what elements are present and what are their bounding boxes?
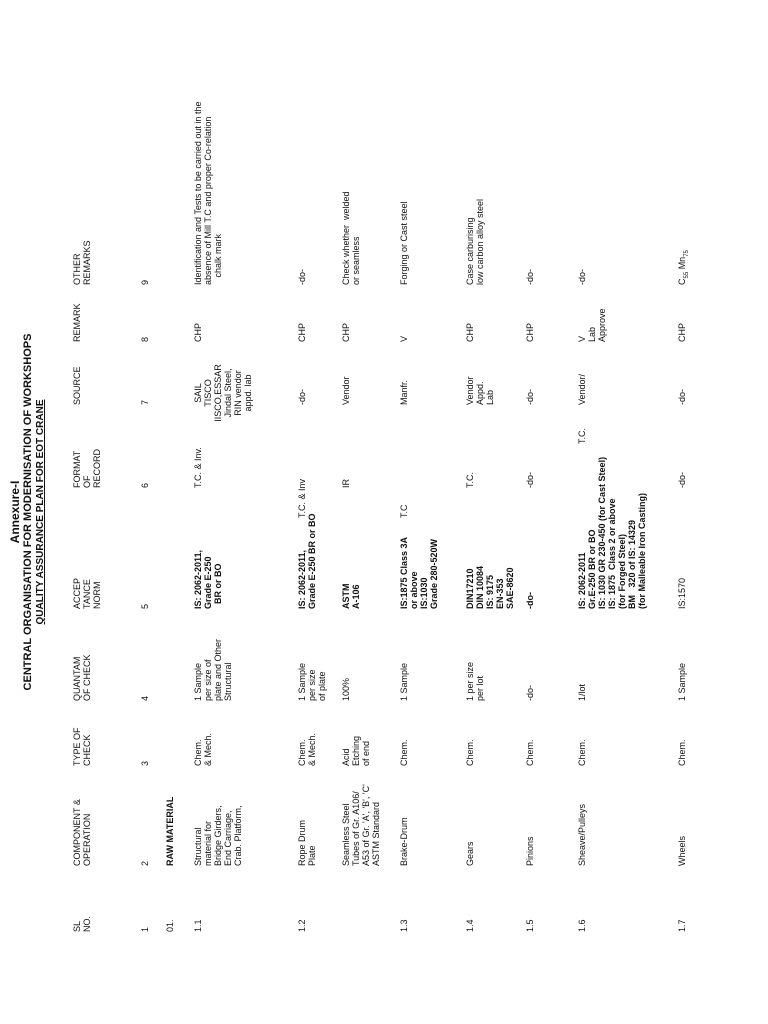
annexure-title: Annexure-I (8, 480, 22, 544)
plan-title: QUALITY ASSURANCE PLAN FOR EOT CRANE (35, 399, 46, 625)
header-source: SOURCE (72, 366, 82, 405)
row-remark: CHP (525, 322, 535, 342)
row-norm: ASTM A-106 (341, 583, 361, 609)
header-component: COMPONENT & OPERATION (72, 799, 92, 866)
header-remark: REMARK (72, 303, 82, 342)
section-sl: 01. (165, 919, 175, 932)
row-source: -do- (297, 388, 307, 405)
row-type: Chem. (465, 739, 475, 766)
row-other-remarks: Identification and Tests to be carried out in the absence of Mill T.C and proper Co-relation chalk mark (193, 101, 223, 285)
header-format: FORMAT OF RECORD (72, 448, 102, 488)
row-quantum: 100% (341, 677, 351, 701)
col-number: 9 (140, 279, 150, 285)
header-type: TYPE OF CHECK (72, 727, 92, 766)
col-number: 3 (140, 760, 150, 766)
row-sl: 1.7 (677, 919, 687, 932)
row-other-remarks: -do- (297, 268, 307, 285)
row-remark: CHP (341, 322, 351, 342)
row-other-remarks: -do- (525, 268, 535, 285)
row-type: Chem. & Mech. (297, 732, 317, 766)
row-other-remarks: Check whether welded or seamless (341, 191, 361, 285)
row-norm: IS: 2062-2011 Gr.E-250 BR or BO IS: 1030 GR 230-450 (for Cast Steel) IS: 1875 Class 2 or above (for Forged Steel) BM 320 of IS: 14329 (for Malleable Iron Casting) (577, 456, 647, 609)
section-label: RAW MATERIAL (165, 796, 175, 866)
row-quantum: 1 Sample (399, 662, 409, 701)
row-format: -do- (525, 471, 535, 488)
row-quantum: 1 Sample per size of plate (297, 662, 327, 701)
row-quantum: -do- (525, 684, 535, 701)
row-sl: 1.2 (297, 919, 307, 932)
row-remark: CHP (297, 322, 307, 342)
row-norm: IS:1570 (677, 577, 687, 609)
row-format: T.C. (465, 471, 475, 488)
row-other-remarks: -do- (577, 268, 587, 285)
col-number: 6 (140, 482, 150, 488)
row-format: T.C. & Inv. (193, 447, 203, 488)
row-source: Vendor (341, 376, 351, 405)
row-source: Vendor Appd. Lab (465, 376, 495, 405)
row-quantum: 1 Sample per size of plate and Other Structural (193, 638, 233, 701)
row-norm: IS: 2062-2011, Grade E-250 BR or BO (297, 513, 317, 609)
row-format: T.C. (577, 427, 587, 444)
row-type: Chem. (677, 739, 687, 766)
row-component: Seamless Steel Tubes of Gr. A106/ A53 of Gr. 'A', 'B', 'C' ASTM Standard (341, 784, 381, 866)
row-type: Chem. & Mech. (193, 732, 213, 766)
row-remark: V Lab Approve (577, 308, 607, 342)
header-sl: SL NO. (72, 915, 92, 932)
row-component: Brake-Drum (399, 817, 409, 866)
row-component: Gears (465, 841, 475, 866)
row-remark: CHP (193, 322, 203, 342)
col-number: 5 (140, 603, 150, 609)
row-source: -do- (525, 388, 535, 405)
row-type: Chem. (399, 739, 409, 766)
row-sl: 1.3 (399, 919, 409, 932)
col-number: 8 (140, 336, 150, 342)
row-sl: 1.1 (193, 919, 203, 932)
row-source: Vendor/ (577, 373, 587, 405)
carbon-symbol: C (677, 278, 687, 285)
row-format: T.C (399, 504, 409, 518)
col-number: 7 (140, 399, 150, 405)
row-source: Manfr. (399, 379, 409, 405)
row-format: -do- (677, 471, 687, 488)
row-sl: 1.4 (465, 919, 475, 932)
row-component: Sheave/Pulleys (577, 803, 587, 866)
row-quantum: 1 per size per lot (465, 661, 485, 701)
row-type: Chem. (577, 739, 587, 766)
carbon-subscript: 55 (683, 271, 690, 279)
row-component: Structural material for Bridge Girders, End Carriage, Crab. Platform, (193, 805, 243, 866)
row-other-remarks: Case carburising low carbon alloy steel (465, 198, 485, 285)
row-component: Wheels (677, 835, 687, 866)
manganese-subscript: 75 (683, 250, 690, 257)
row-quantum: 1 Sample (677, 662, 687, 701)
row-remark: V (399, 335, 409, 342)
row-type: Chem. (525, 739, 535, 766)
row-sl: 1.6 (577, 919, 587, 932)
row-norm: IS: 2062-2011, Grade E-250 BR or BO (193, 549, 223, 609)
row-norm: -do- (525, 592, 535, 609)
row-format: T.C. & Inv (297, 478, 307, 518)
row-type: Acid Etching of end (341, 735, 371, 766)
manganese-symbol: Mn (677, 256, 687, 272)
row-norm: DIN17210 DIN 10084 IS: 9175 EN-353 SAE-8620 (465, 565, 515, 609)
row-source: SAIL TISCO IISCO,ESSAR Jindal Steel, RIN vendor appd. lab (193, 364, 253, 422)
col-number: 2 (140, 860, 150, 866)
row-source: -do- (677, 388, 687, 405)
row-remark: CHP (677, 322, 687, 342)
row-quantum: 1/lot (577, 683, 587, 701)
row-norm: IS:1875 Class 3A or above IS:1030 Grade 280-520W (399, 536, 439, 609)
organisation-title: CENTRAL ORGANISATION FOR MODERNISATION OF WORKSHOPS (22, 333, 34, 691)
row-sl: 1.5 (525, 919, 535, 932)
header-quantum: QUANTAM OF CHECK (72, 654, 92, 701)
row-remark: CHP (465, 322, 475, 342)
row-other-remarks: Forging or Cast steel (399, 201, 409, 285)
header-other: OTHER REMARKS (72, 240, 92, 285)
row-other-remarks (677, 250, 692, 285)
row-format: IR (341, 479, 351, 488)
col-number: 1 (140, 926, 150, 932)
col-number: 4 (140, 695, 150, 701)
header-norm: ACCEP TANCE NORM (72, 577, 102, 609)
row-component: Rope Drum Plate (297, 819, 317, 866)
row-component: Pinions (525, 836, 535, 866)
